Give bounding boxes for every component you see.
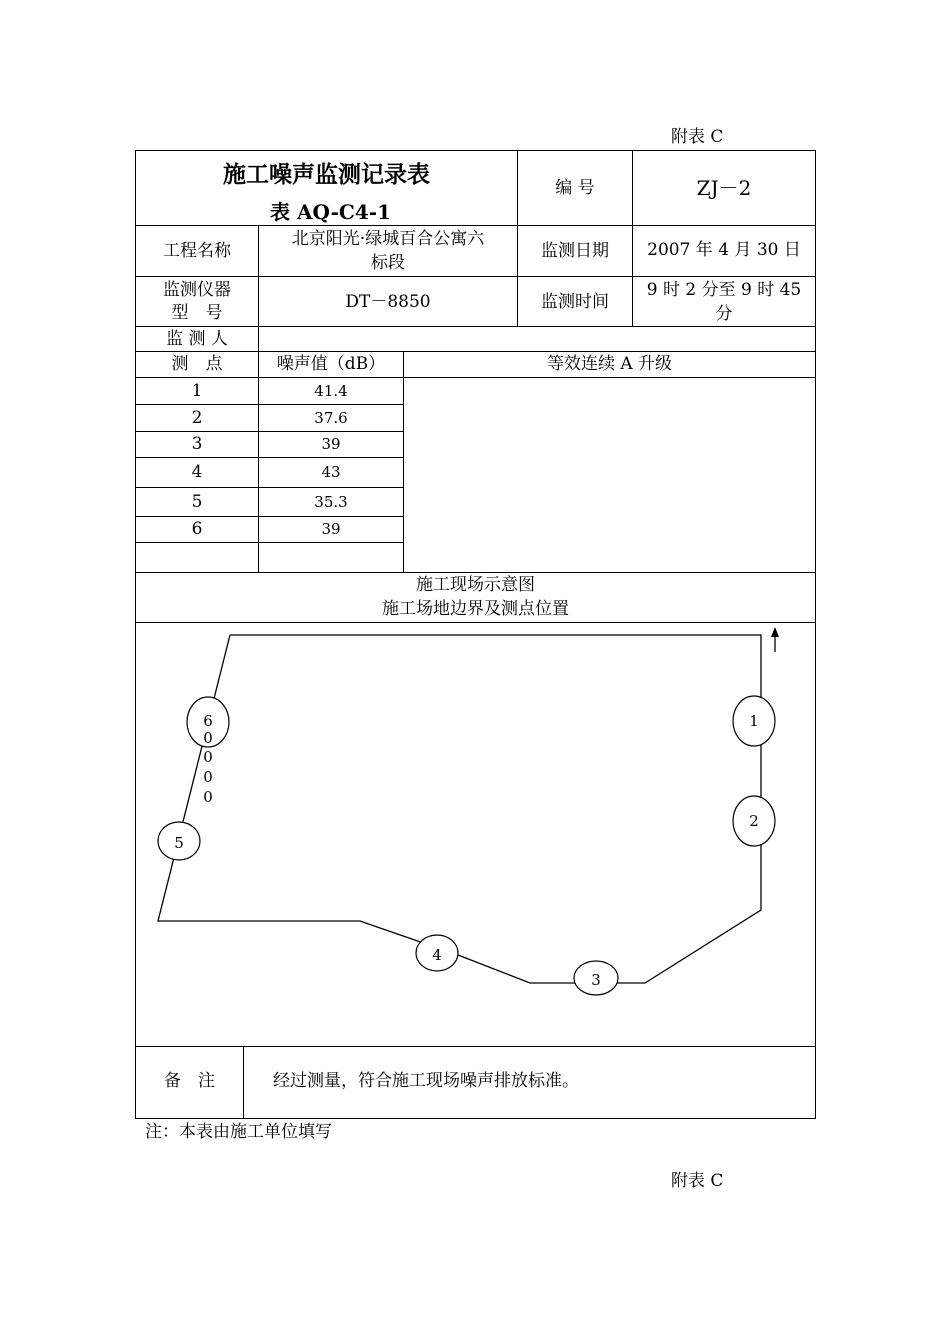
point-label-3: 3 bbox=[591, 971, 601, 989]
remarks-text: 经过测量，符合施工现场噪声排放标准。 bbox=[273, 1071, 579, 1091]
site-boundary-line bbox=[158, 635, 761, 983]
date-label: 监测日期 bbox=[541, 241, 609, 261]
project-value-line2: 标段 bbox=[371, 253, 405, 273]
extra-digit: 0 bbox=[203, 729, 213, 747]
noise-cell: 43 bbox=[321, 463, 341, 481]
extra-digit: 0 bbox=[203, 768, 213, 786]
point-label-6: 6 bbox=[203, 712, 213, 730]
diagram-title-line2: 施工场地边界及测点位置 bbox=[382, 599, 569, 619]
diagram-title-line1: 施工现场示意图 bbox=[416, 575, 535, 595]
appendix-label-top: 附表 C bbox=[671, 127, 724, 147]
time-label: 监测时间 bbox=[541, 292, 609, 312]
noise-cell: 41.4 bbox=[314, 382, 348, 400]
date-value: 2007 年 4 月 30 日 bbox=[647, 240, 801, 260]
col-noise-header: 噪声值（dB） bbox=[276, 354, 386, 374]
project-value-line1: 北京阳光·绿城百合公寓六 bbox=[291, 229, 485, 249]
number-label: 编 号 bbox=[555, 178, 595, 198]
project-label: 工程名称 bbox=[163, 241, 231, 261]
instrument-label-line2: 型 号 bbox=[171, 303, 223, 323]
point-cell: 5 bbox=[191, 492, 203, 512]
point-cell: 3 bbox=[191, 434, 203, 454]
number-value: ZJ－2 bbox=[696, 176, 752, 200]
time-value-line1: 9 时 2 分至 9 时 45 bbox=[646, 280, 802, 300]
noise-cell: 35.3 bbox=[314, 493, 348, 511]
instrument-label-line1: 监测仪器 bbox=[163, 280, 231, 300]
point-label-2: 2 bbox=[749, 812, 759, 830]
point-cell: 2 bbox=[191, 408, 203, 428]
appendix-label-bottom: 附表 C bbox=[671, 1171, 724, 1191]
noise-cell: 39 bbox=[321, 435, 341, 453]
point-label-4: 4 bbox=[432, 946, 442, 964]
remarks-label: 备 注 bbox=[164, 1071, 215, 1091]
noise-cell: 37.6 bbox=[314, 409, 348, 427]
footnote: 注：本表由施工单位填写 bbox=[145, 1122, 332, 1142]
col-point-header: 测 点 bbox=[171, 354, 223, 374]
form-title: 施工噪声监测记录表 bbox=[223, 161, 430, 188]
col-equiv-header: 等效连续 A 升级 bbox=[546, 354, 673, 374]
extra-digit: 0 bbox=[203, 748, 213, 766]
noise-cell: 39 bbox=[321, 520, 341, 538]
point-label-5: 5 bbox=[174, 834, 184, 852]
monitor-label: 监 测 人 bbox=[166, 329, 228, 349]
point-cell: 1 bbox=[191, 381, 203, 401]
point-cell: 6 bbox=[191, 519, 203, 539]
point-cell: 4 bbox=[191, 462, 203, 482]
point-label-1: 1 bbox=[749, 712, 759, 730]
extra-digit: 0 bbox=[203, 788, 213, 806]
time-value-line2: 分 bbox=[715, 304, 733, 324]
north-arrow-head-icon bbox=[771, 627, 779, 637]
instrument-value: DT－8850 bbox=[345, 292, 431, 312]
form-code: 表 AQ-C4-1 bbox=[270, 200, 391, 224]
